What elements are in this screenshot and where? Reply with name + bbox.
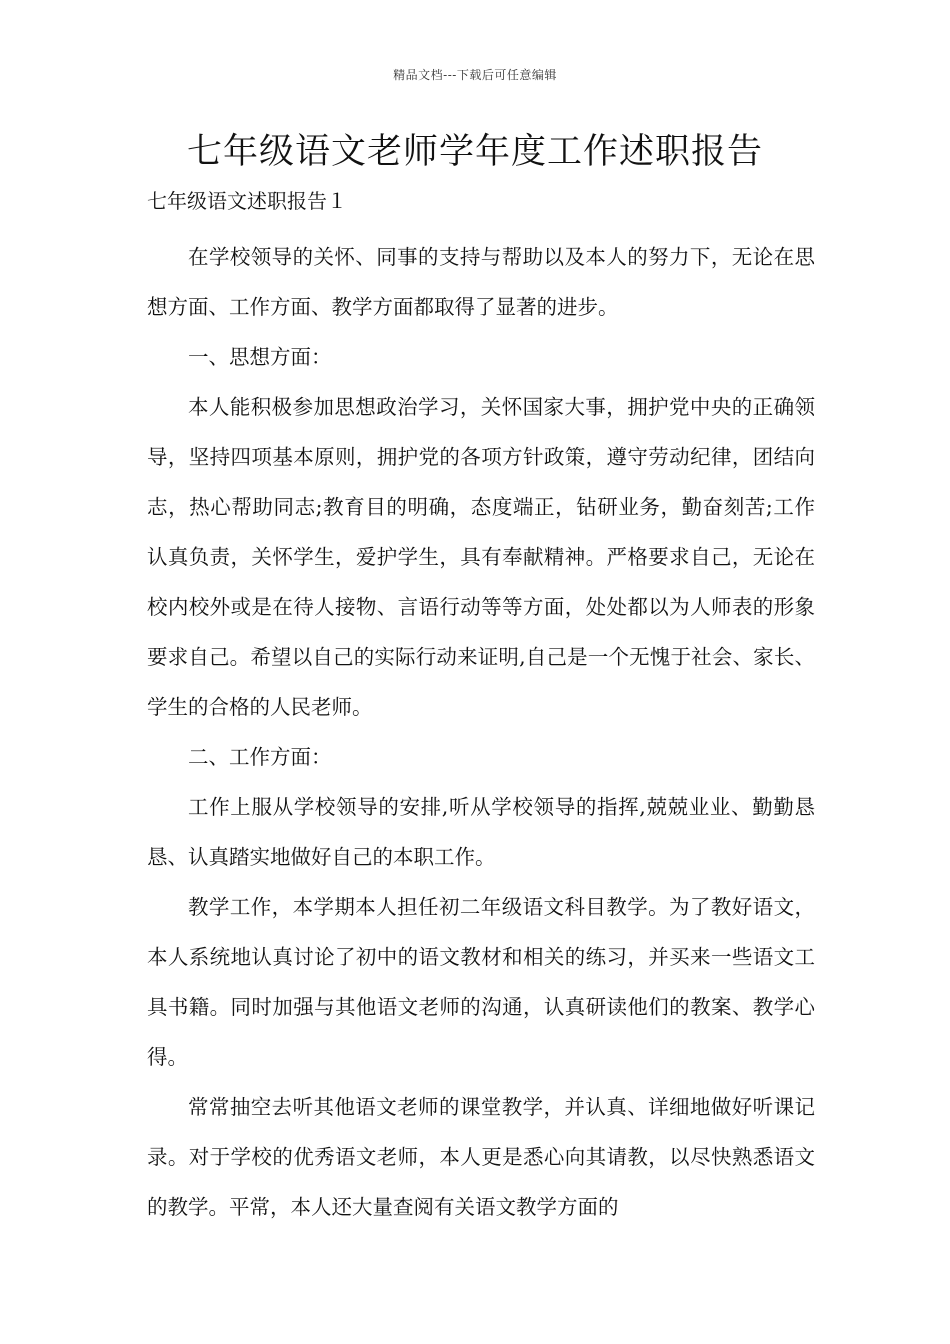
document-title: 七年级语文老师学年度工作述职报告 (186, 132, 763, 172)
section-subtitle: 七年级语文述职报告１ (147, 189, 347, 213)
paragraph: 常常抽空去听其他语文老师的课堂教学，并认真、详细地做好听课记录。对于学校的优秀语文老师，本人更是悉心向其请教，以尽快熟悉语文的教学。平常，本人还大量查阅有关语文教学方面的 (147, 1095, 815, 1219)
paragraph: 本人能积极参加思想政治学习，关怀国家大事，拥护党中央的正确领导，坚持四项基本原则，拥护党的各项方针政策，遵守劳动纪律，团结向志，热心帮助同志;教育目的明确，态度端正，钻研业务，勤奋刻苦;工作认真负责，关怀学生，爱护学生，具有奉献精神。严格要求自己，无论在校内校外或是在待人接物、言语行动等等方面，处处都以为人师表的形象要求自己。希望以自己的实际行动来证明,自己是一个无愧于社会、家长、学生的合格的人民老师。 (147, 395, 815, 719)
header-note: 精品文档---下载后可任意编辑 (393, 68, 557, 82)
paragraph: 在学校领导的关怀、同事的支持与帮助以及本人的努力下，无论在思想方面、工作方面、教学方面都取得了显著的进步。 (147, 245, 815, 319)
paragraph: 工作上服从学校领导的安排,听从学校领导的指挥,兢兢业业、勤勤恳恳、认真踏实地做好自己的本职工作。 (147, 795, 815, 869)
body-text (147, 232, 815, 1232)
section-heading-work: 二、工作方面： (188, 745, 332, 769)
paragraph: 教学工作，本学期本人担任初二年级语文科目教学。为了教好语文，本人系统地认真讨论了初中的语文教材和相关的练习，并买来一些语文工具书籍。同时加强与其他语文老师的沟通，认真研读他们的教案、教学心得。 (147, 895, 815, 1069)
section-heading-thought: 一、思想方面： (188, 345, 332, 369)
